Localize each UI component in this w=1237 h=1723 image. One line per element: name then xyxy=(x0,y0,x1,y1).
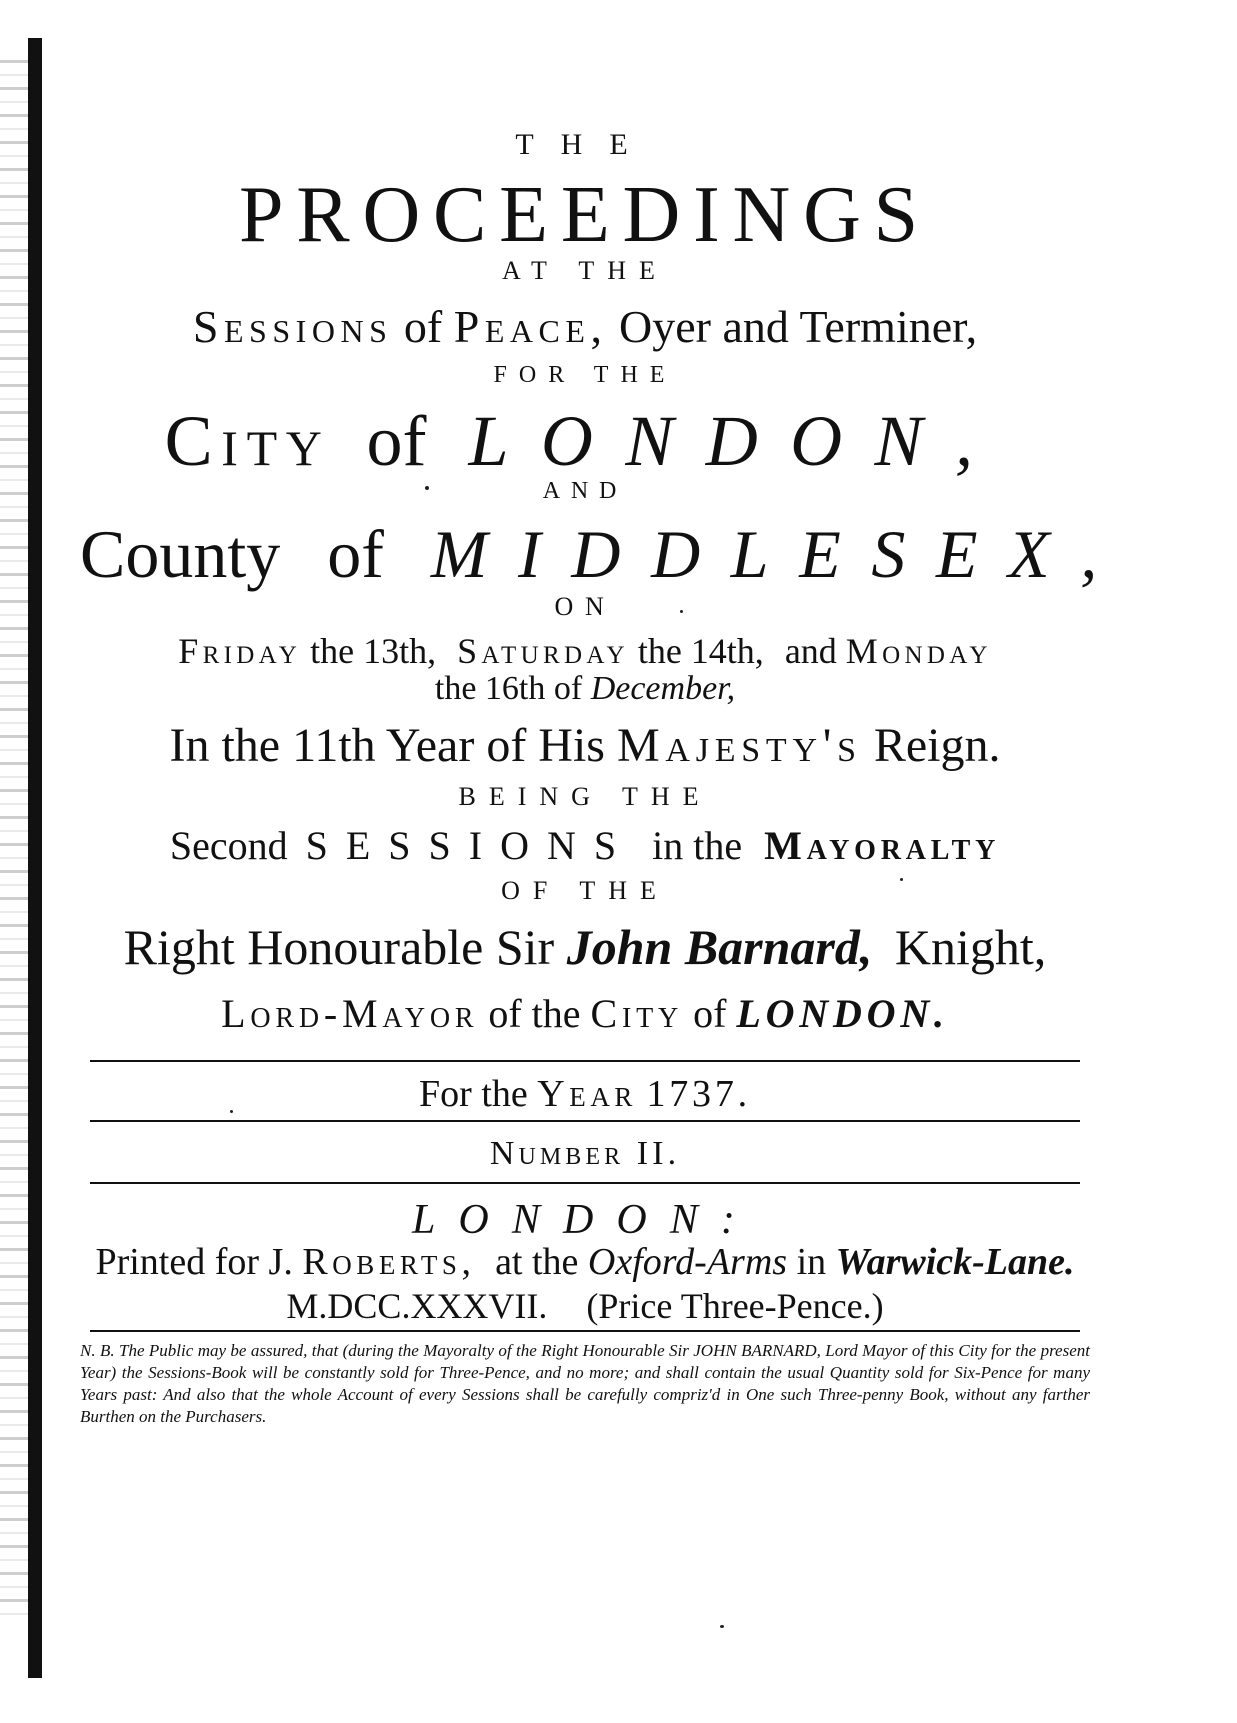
nota-bene-paragraph: N. B. The Public may be assured, that (during the Mayoralty of the Right Honourable Sir JOHN BARNARD, Lord Mayor of this City for the present Year) the Sessions-Book will be constantly sold for Three-Pence, and no more; and shall contain the usual Quantity sold for Six-Pence for many Years past: And also that the whole Account of every Sessions shall be carefully compriz'd in One such Three-penny Book, without any farther Burthen on the Purchasers. xyxy=(80,1341,1090,1426)
reign-text-2: Reign. xyxy=(873,719,1001,772)
of-word: of xyxy=(403,301,443,352)
middlesex-word: MIDDLESEX, xyxy=(430,516,1128,592)
for-the-text: For the xyxy=(419,1073,528,1115)
in-word: in xyxy=(796,1241,827,1283)
of-the-text: of the xyxy=(488,991,581,1036)
scan-speck xyxy=(425,486,429,490)
london-word: LONDON. xyxy=(736,991,949,1036)
heading-and: AND xyxy=(542,478,628,504)
sessions-line xyxy=(80,300,1090,353)
lord-mayor-word: Lord-Mayor xyxy=(221,991,479,1036)
reign-text-1: In the 11th Year of His xyxy=(169,719,605,772)
second-word: Second xyxy=(169,823,288,868)
monday-word: Monday xyxy=(845,631,992,671)
city-word: City xyxy=(164,401,331,481)
heading-on: ON xyxy=(554,592,616,621)
heading-the: THE xyxy=(515,128,655,161)
printed-for-line xyxy=(80,1240,1090,1284)
peace-word: Peace, xyxy=(453,301,608,352)
majesty-word: Majesty's xyxy=(616,719,862,772)
roberts-name: Roberts, xyxy=(302,1241,476,1283)
right-honourable-text: Right Honourable Sir xyxy=(123,919,555,975)
county-word: County xyxy=(80,516,281,592)
city-word: City xyxy=(590,991,684,1036)
warwick-lane-text: Warwick-Lane. xyxy=(835,1241,1075,1283)
friday-word: Friday xyxy=(178,631,302,671)
date-price-line xyxy=(80,1285,1090,1327)
scan-speck xyxy=(720,1625,724,1628)
heading-proceedings: PROCEEDINGS xyxy=(239,171,931,259)
heading-of-the: OF THE xyxy=(501,876,669,905)
dates-line-1 xyxy=(80,630,1090,672)
december-word: December, xyxy=(590,670,736,707)
mayoralty-word: Mayoralty xyxy=(764,823,1001,868)
date-13th: the 13th, xyxy=(310,631,437,671)
heading-for-the: FOR THE xyxy=(493,362,677,388)
oxford-arms-text: Oxford-Arms xyxy=(587,1241,788,1283)
of-word: of xyxy=(366,401,427,481)
reign-line xyxy=(80,718,1090,773)
of-word: of xyxy=(693,991,727,1036)
second-sessions-line xyxy=(80,822,1090,869)
knight-word: Knight, xyxy=(894,919,1047,975)
date-16th: the 16th of xyxy=(434,670,583,707)
scan-speck xyxy=(900,878,903,881)
sessions-caps: SESSIONS xyxy=(305,823,635,868)
number-line: Number II. xyxy=(489,1135,681,1172)
london-word: LONDON, xyxy=(468,401,1006,481)
right-honourable-line xyxy=(80,918,1090,976)
sessions-word: Sessions xyxy=(192,301,393,352)
county-line xyxy=(80,515,1128,594)
imprint-date: M.DCC.XXXVII. xyxy=(286,1286,548,1326)
horizontal-rule xyxy=(90,1330,1080,1332)
dates-line-2 xyxy=(80,670,1090,708)
scan-edge-noise xyxy=(0,60,30,1620)
scan-speck xyxy=(680,610,683,613)
of-word: of xyxy=(327,516,384,592)
year-number: 1737. xyxy=(646,1073,751,1115)
oyer-terminer-text: Oyer and Terminer, xyxy=(619,301,978,352)
page-spine-edge xyxy=(28,38,42,1678)
price-text: (Price Three-Pence.) xyxy=(586,1286,884,1326)
heading-at-the: AT THE xyxy=(502,256,668,285)
at-the-text: at the xyxy=(495,1241,579,1283)
horizontal-rule xyxy=(90,1182,1080,1184)
heading-being-the: BEING THE xyxy=(458,782,712,811)
and-word: and xyxy=(784,631,837,671)
horizontal-rule xyxy=(90,1060,1080,1062)
title-page xyxy=(80,0,1128,1723)
imprint-london: LONDON: xyxy=(411,1197,759,1243)
horizontal-rule xyxy=(90,1120,1080,1122)
saturday-word: Saturday xyxy=(457,631,629,671)
in-the-text: in the xyxy=(652,823,743,868)
year-word: Year xyxy=(537,1073,637,1115)
scan-speck xyxy=(230,1110,233,1113)
john-barnard-name: John Barnard, xyxy=(566,919,873,975)
lord-mayor-line xyxy=(80,990,1090,1037)
city-line xyxy=(80,400,1090,483)
printed-for-text: Printed for J. xyxy=(95,1241,293,1283)
date-14th: the 14th, xyxy=(637,631,764,671)
